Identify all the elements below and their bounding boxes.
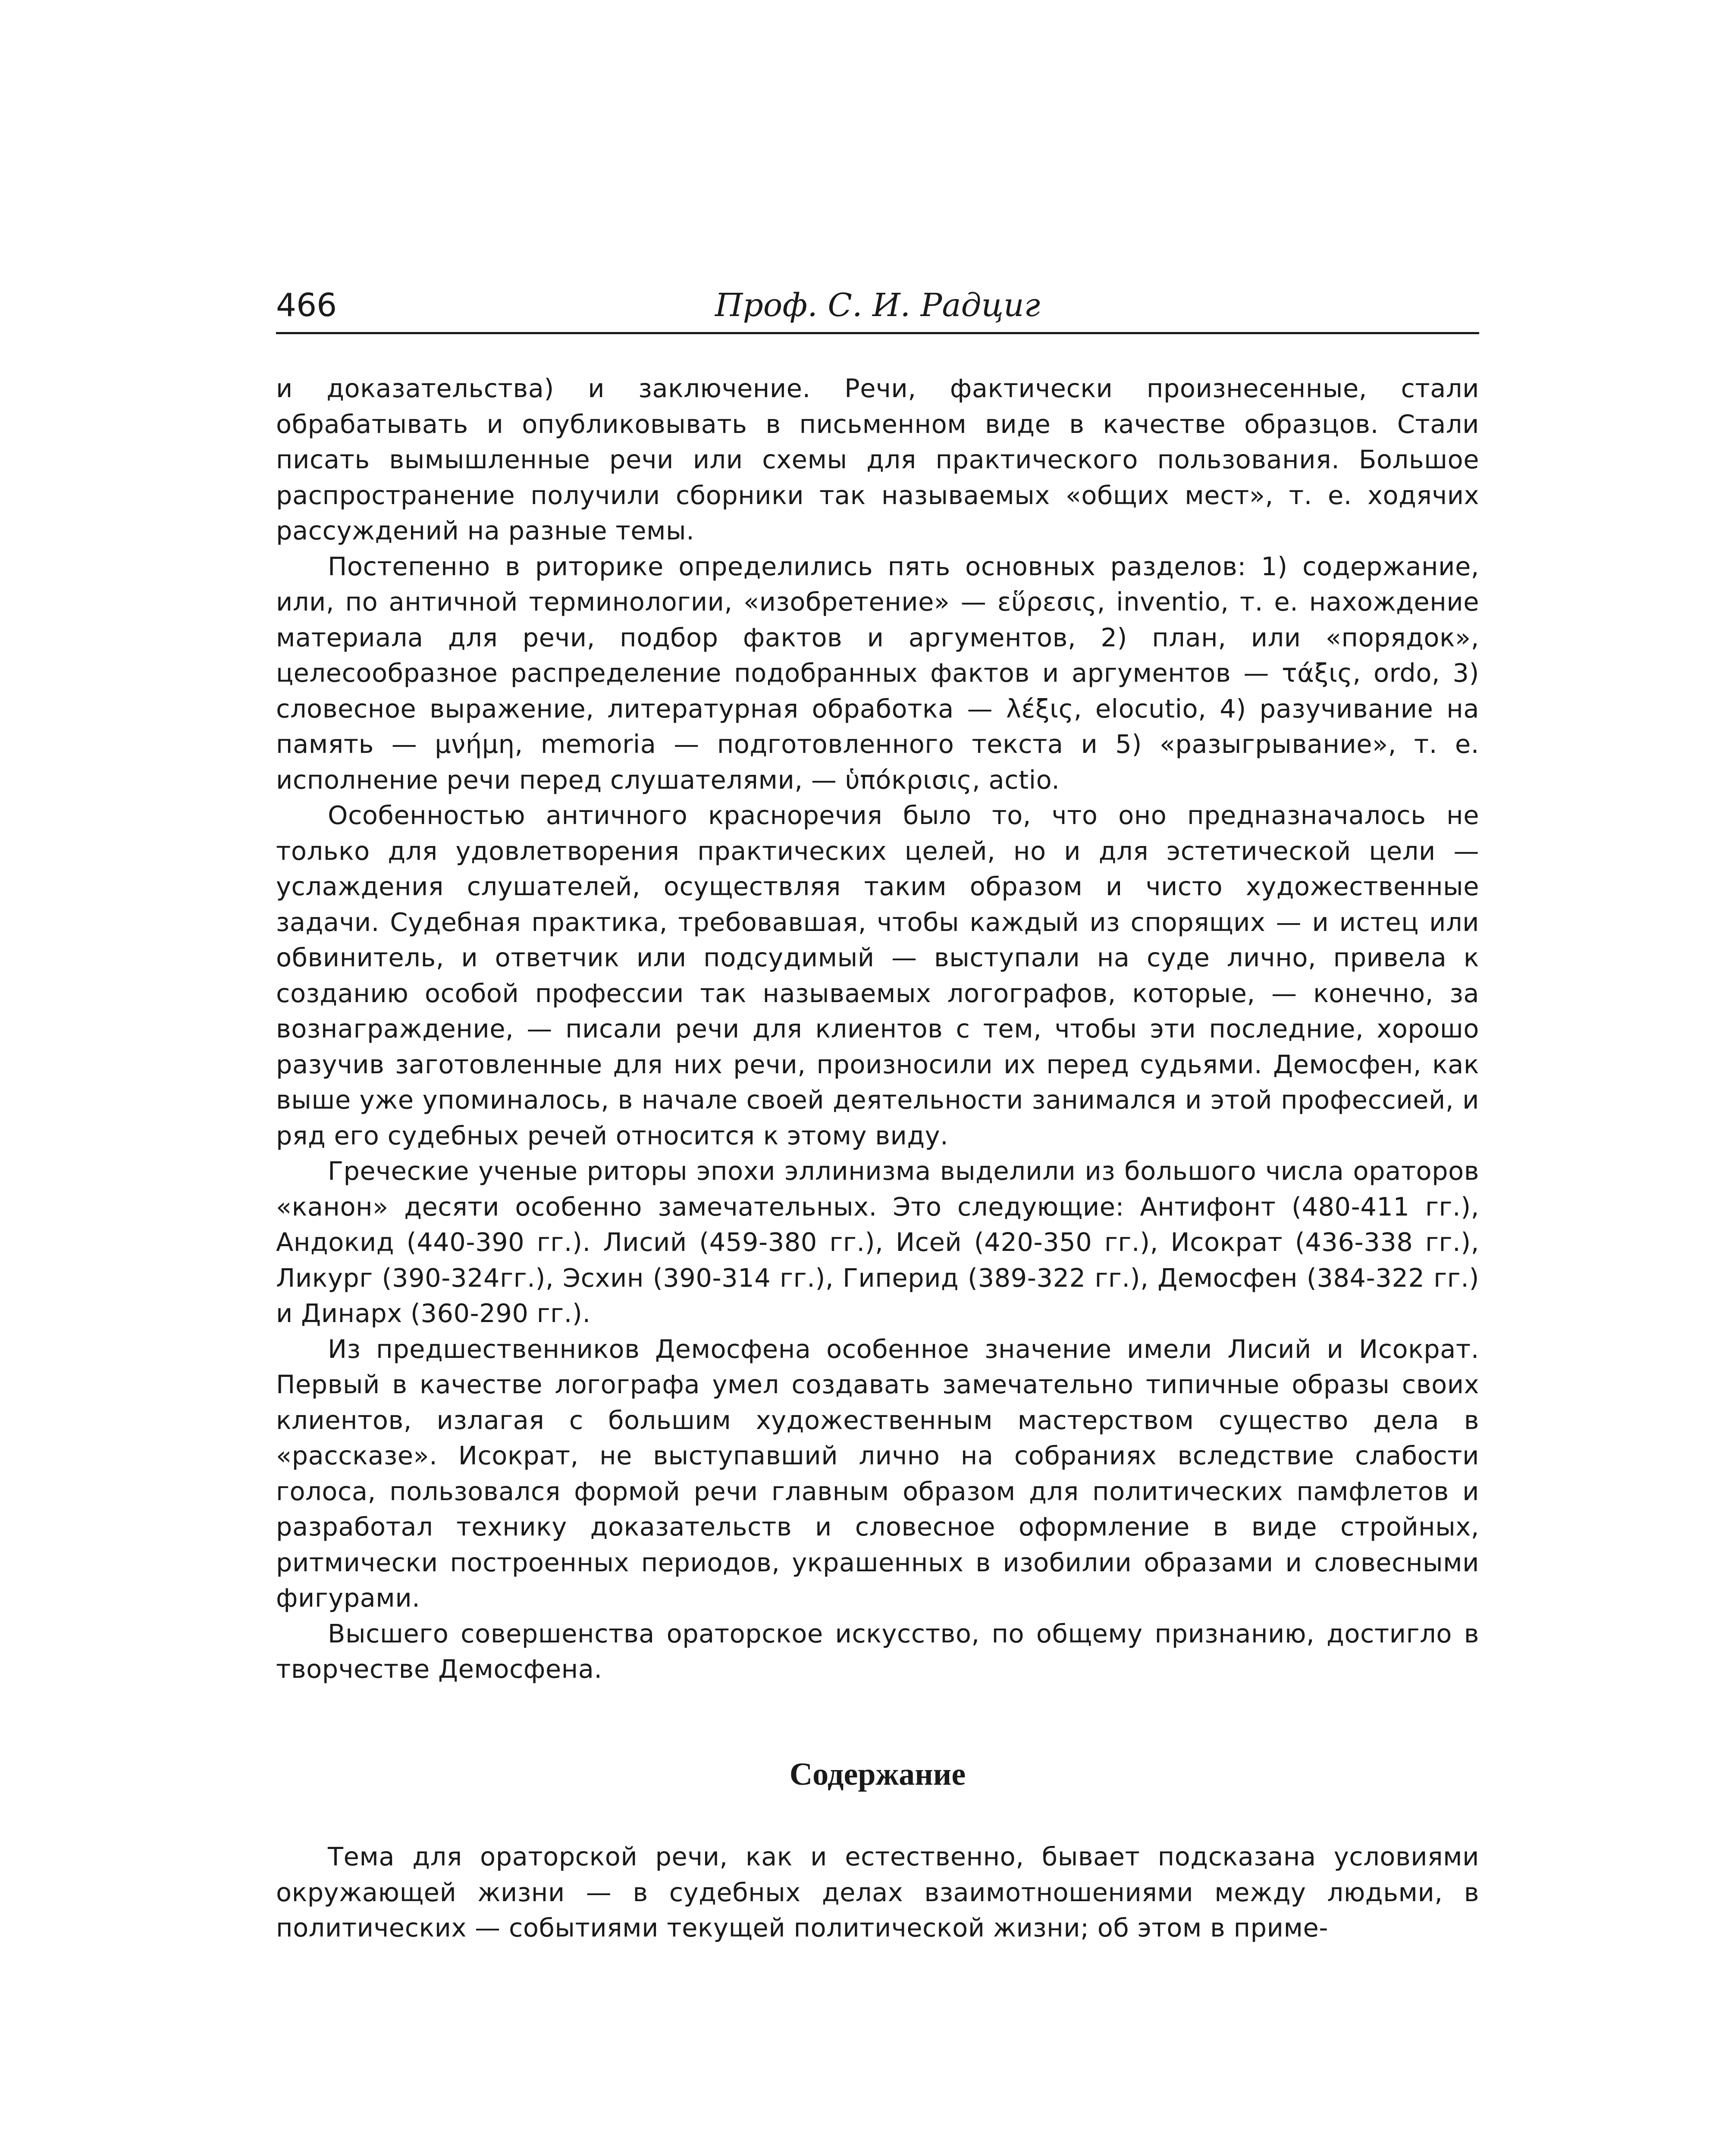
page-number: 466 bbox=[276, 287, 337, 324]
section-text-block bbox=[276, 1839, 1479, 1946]
paragraph: Особенностью античного красноречия было то, что оно предназначалось не только для удовлетворения практических целей, но и для эстетической цели — услаждения слушателей, осуществляя таким образом и чисто художественные задачи. Судебная практика, требовавшая, чтобы каждый из спорящих — и истец или обвинитель, и ответчик или подсудимый — выступали на суде лично, привела к созданию особой профессии так называемых логографов, которые, — конечно, за вознаграждение, — писали речи для клиентов с тем, чтобы эти последние, хорошо разучив заготовленные для них речи, произносили их перед судьями. Демосфен, как выше уже упоминалось, в начале своей деятельности занимался и этой профессией, и ряд его судебных речей относится к этому виду. bbox=[276, 800, 1479, 1150]
paragraph: Постепенно в риторике определились пять основных разделов: 1) содержание, или, по античной терминологии, «изобретение» — εὕρεσις, inventio, т. е. нахождение материала для речи, подбор фактов и аргументов, 2) план, или «порядок», целесообразное распределение подобранных фактов и аргументов — τάξις, ordo, 3) словесное выражение, литературная обработка — λέξις, elocutio, 4) разучивание на память — μνήμη, memoria — подготовленного текста и 5) «разыгрывание», т. е. исполнение речи перед слушателями, — ὑπόκρισις, actio. bbox=[276, 551, 1479, 795]
running-title: Проф. С. И. Радциг bbox=[715, 287, 1041, 324]
paragraph: Греческие ученые риторы эпохи эллинизма выделили из большого числа ораторов «канон» десяти особенно замечательных. Это следующие: Антифонт (480-411 гг.), Андокид (440-390 гг.). Лисий (459-380 гг.), Исей (420-350 гг.), Исократ (436-338 гг.), Ликург (390-324гг.), Эсхин (390-314 гг.), Гиперид (389-322 гг.), Демосфен (384-322 гг.) и Динарх (360-290 гг.). bbox=[276, 1156, 1479, 1328]
paragraph: Тема для ораторской речи, как и естественно, бывает подсказана условиями окружающей жизни — в судебных делах взаимотношениями между людьми, в политических — событиями текущей политической жизни; об этом в приме- bbox=[276, 1842, 1479, 1943]
paragraph: Высшего совершенства ораторское искусство, по общему признанию, достигло в творчестве Демосфена. bbox=[276, 1618, 1479, 1684]
running-header bbox=[276, 276, 1479, 334]
paragraph: Из предшественников Демосфена особенное значение имели Лисий и Исократ. Первый в качестве логографа умел создавать замечательно типичные образы своих клиентов, излагая с большим художественным мастерством существо дела в «рассказе». Исократ, не выступавший лично на собраниях вследствие слабости голоса, пользовался формой речи главным образом для политических памфлетов и разработал технику доказательств и словесное оформление в виде стройных, ритмически построенных периодов, украшенных в изобилии образами и словесными фигурами. bbox=[276, 1334, 1479, 1613]
main-text-block bbox=[276, 371, 1479, 1687]
section-heading: Содержание bbox=[789, 1757, 966, 1792]
paragraph: и доказательства) и заключение. Речи, фактически произнесенные, стали обрабатывать и опубликовывать в письменном виде в качестве образцов. Стали писать вымышленные речи или схемы для практического пользования. Большое распространение получили сборники так называемых «общих мест», т. е. ходячих рассуждений на разные темы. bbox=[276, 373, 1479, 545]
